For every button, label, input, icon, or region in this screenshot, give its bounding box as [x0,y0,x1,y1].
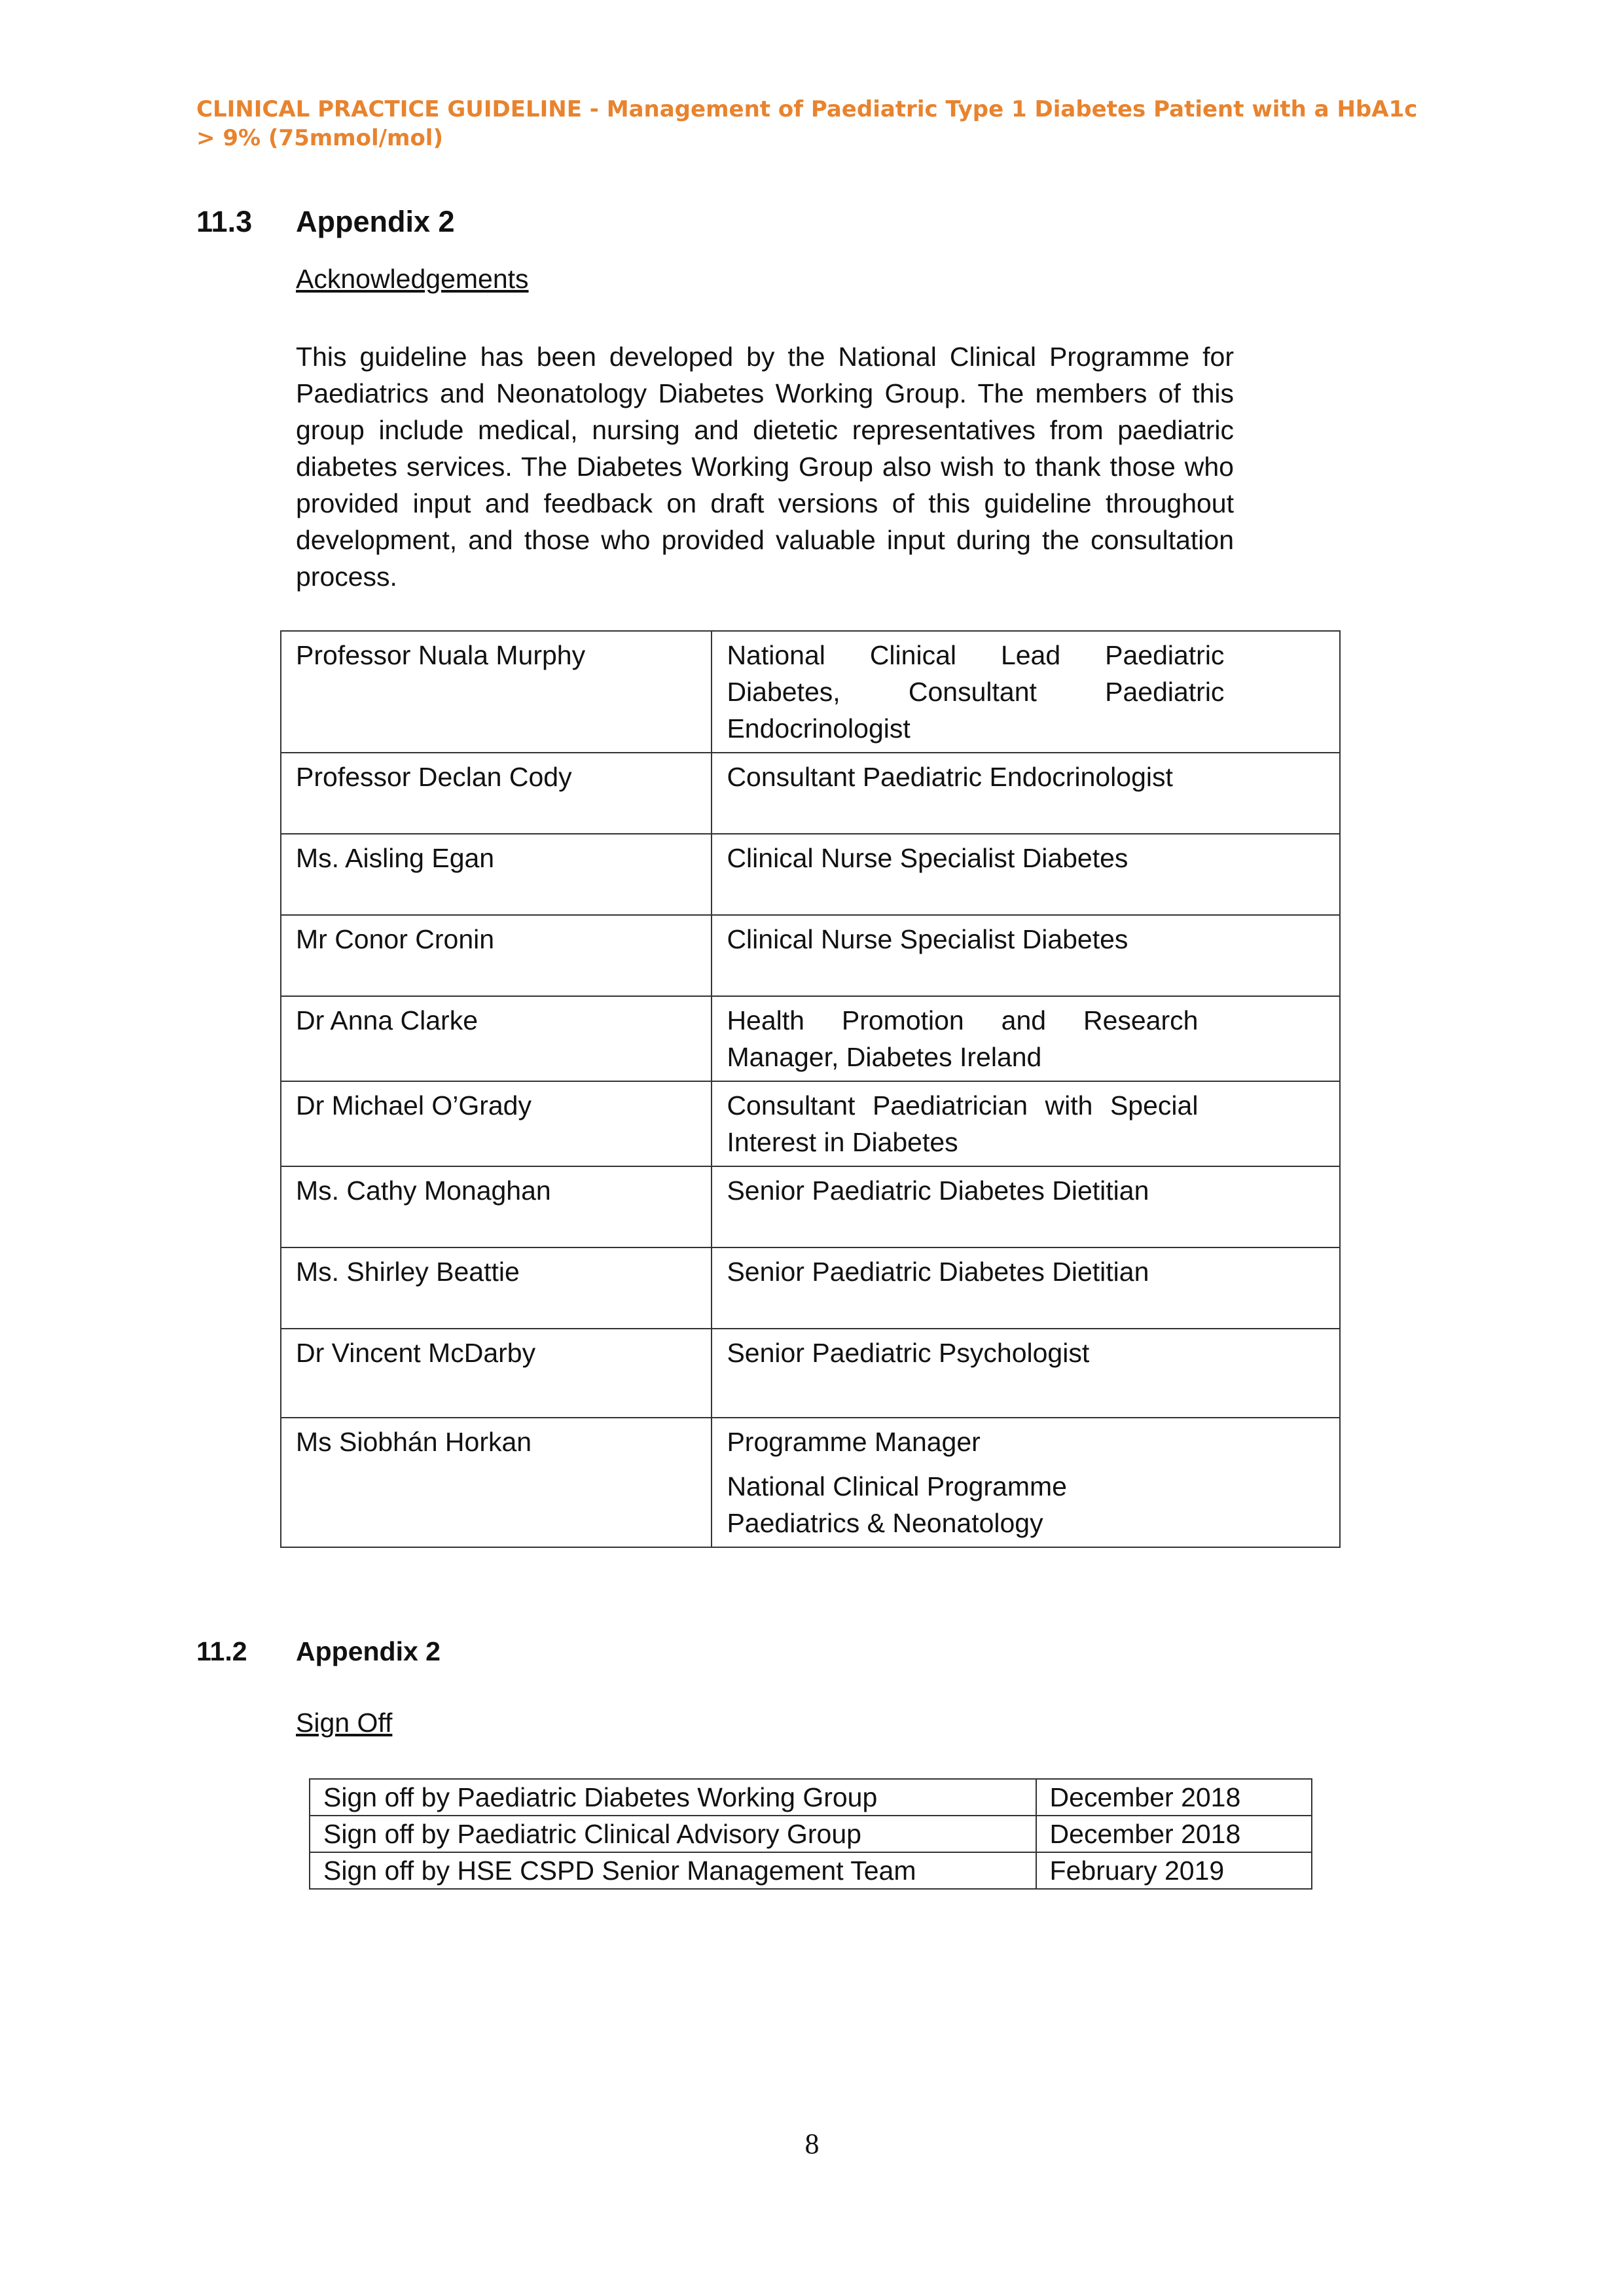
member-row [281,915,1340,996]
member-role-cell [712,915,1340,996]
section-title: Appendix 2 [296,1636,441,1666]
member-row [281,996,1340,1081]
member-role: Senior Paediatric Diabetes Dietitian [727,1175,1149,1206]
section-number: 11.2 [196,1636,247,1666]
member-role: Senior Paediatric Psychologist [727,1338,1090,1368]
member-name: Ms. Cathy Monaghan [281,1166,712,1247]
acknowledgements-subheading: Acknowledgements [296,264,529,294]
member-name: Ms Siobhán Horkan [281,1418,712,1547]
header-line-1: CLINICAL PRACTICE GUIDELINE - Management of Paediatric Type 1 Diabetes Patient with a HbA1c [196,96,1418,122]
member-role: Senior Paediatric Diabetes Dietitian [727,1257,1149,1287]
member-row [281,1081,1340,1166]
sign-off-row [310,1779,1312,1816]
member-row [281,834,1340,915]
sign-off-row [310,1852,1312,1889]
acknowledgements-table [280,630,1341,1548]
member-role-cell [712,1166,1340,1247]
member-role: Clinical Nurse Specialist Diabetes [727,843,1128,873]
member-role-cell [712,1247,1340,1329]
sign-off-table [309,1778,1312,1890]
member-role: Health Promotion and Research Manager, Diabetes Ireland [727,1005,1199,1072]
member-role-cell [712,996,1340,1081]
member-role: Consultant Paediatrician with Special Interest in Diabetes [727,1090,1199,1157]
member-role-extra: National Clinical Programme Paediatrics & Neonatology [727,1471,1067,1538]
member-role: Programme Manager [727,1427,981,1457]
acknowledgements-paragraph: This guideline has been developed by the National Clinical Programme for Paediatrics and Neonatology Diabetes Working Group. The members of this group include medical, nursing and dietetic representatives from paediatric diabetes services. The Diabetes Working Group also wish to thank those who provided input and feedback on draft versions of this guideline throughout development, and those who provided valuable input during the consultation process. [296,342,1234,592]
member-name: Dr Vincent McDarby [281,1329,712,1418]
member-name: Professor Declan Cody [281,753,712,834]
member-role-cell [712,753,1340,834]
member-name: Ms. Shirley Beattie [281,1247,712,1329]
member-row [281,1247,1340,1329]
section-heading-sign-off [196,1636,441,1667]
section-heading-acknowledgements [196,205,455,239]
member-role-cell [712,631,1340,753]
sign-off-row [310,1816,1312,1852]
member-row [281,1166,1340,1247]
member-name: Dr Michael O’Grady [281,1081,712,1166]
page-number: 8 [804,2128,820,2160]
section-title: Appendix 2 [296,205,455,238]
member-row [281,1329,1340,1418]
sign-off-date: December 2018 [1036,1779,1312,1816]
sign-off-subheading: Sign Off [296,1708,393,1738]
section-number: 11.3 [196,205,253,238]
document-header [196,95,1440,152]
member-role-cell [712,1418,1340,1547]
member-role: National Clinical Lead Paediatric Diabetes, Consultant Paediatric Endocrinologist [727,640,1225,744]
sign-off-body: Sign off by Paediatric Clinical Advisory Group [310,1816,1036,1852]
sign-off-date: February 2019 [1036,1852,1312,1889]
member-role: Clinical Nurse Specialist Diabetes [727,924,1128,954]
member-row [281,631,1340,753]
member-role-cell [712,834,1340,915]
member-name: Professor Nuala Murphy [281,631,712,753]
member-role: Consultant Paediatric Endocrinologist [727,762,1173,792]
sign-off-body: Sign off by Paediatric Diabetes Working Group [310,1779,1036,1816]
sign-off-body: Sign off by HSE CSPD Senior Management Team [310,1852,1036,1889]
member-role-cell [712,1329,1340,1418]
member-role-cell [712,1081,1340,1166]
member-name: Mr Conor Cronin [281,915,712,996]
member-row [281,1418,1340,1547]
sign-off-date: December 2018 [1036,1816,1312,1852]
member-name: Dr Anna Clarke [281,996,712,1081]
header-line-2: > 9% (75mmol/mol) [196,125,444,151]
member-row [281,753,1340,834]
member-name: Ms. Aisling Egan [281,834,712,915]
